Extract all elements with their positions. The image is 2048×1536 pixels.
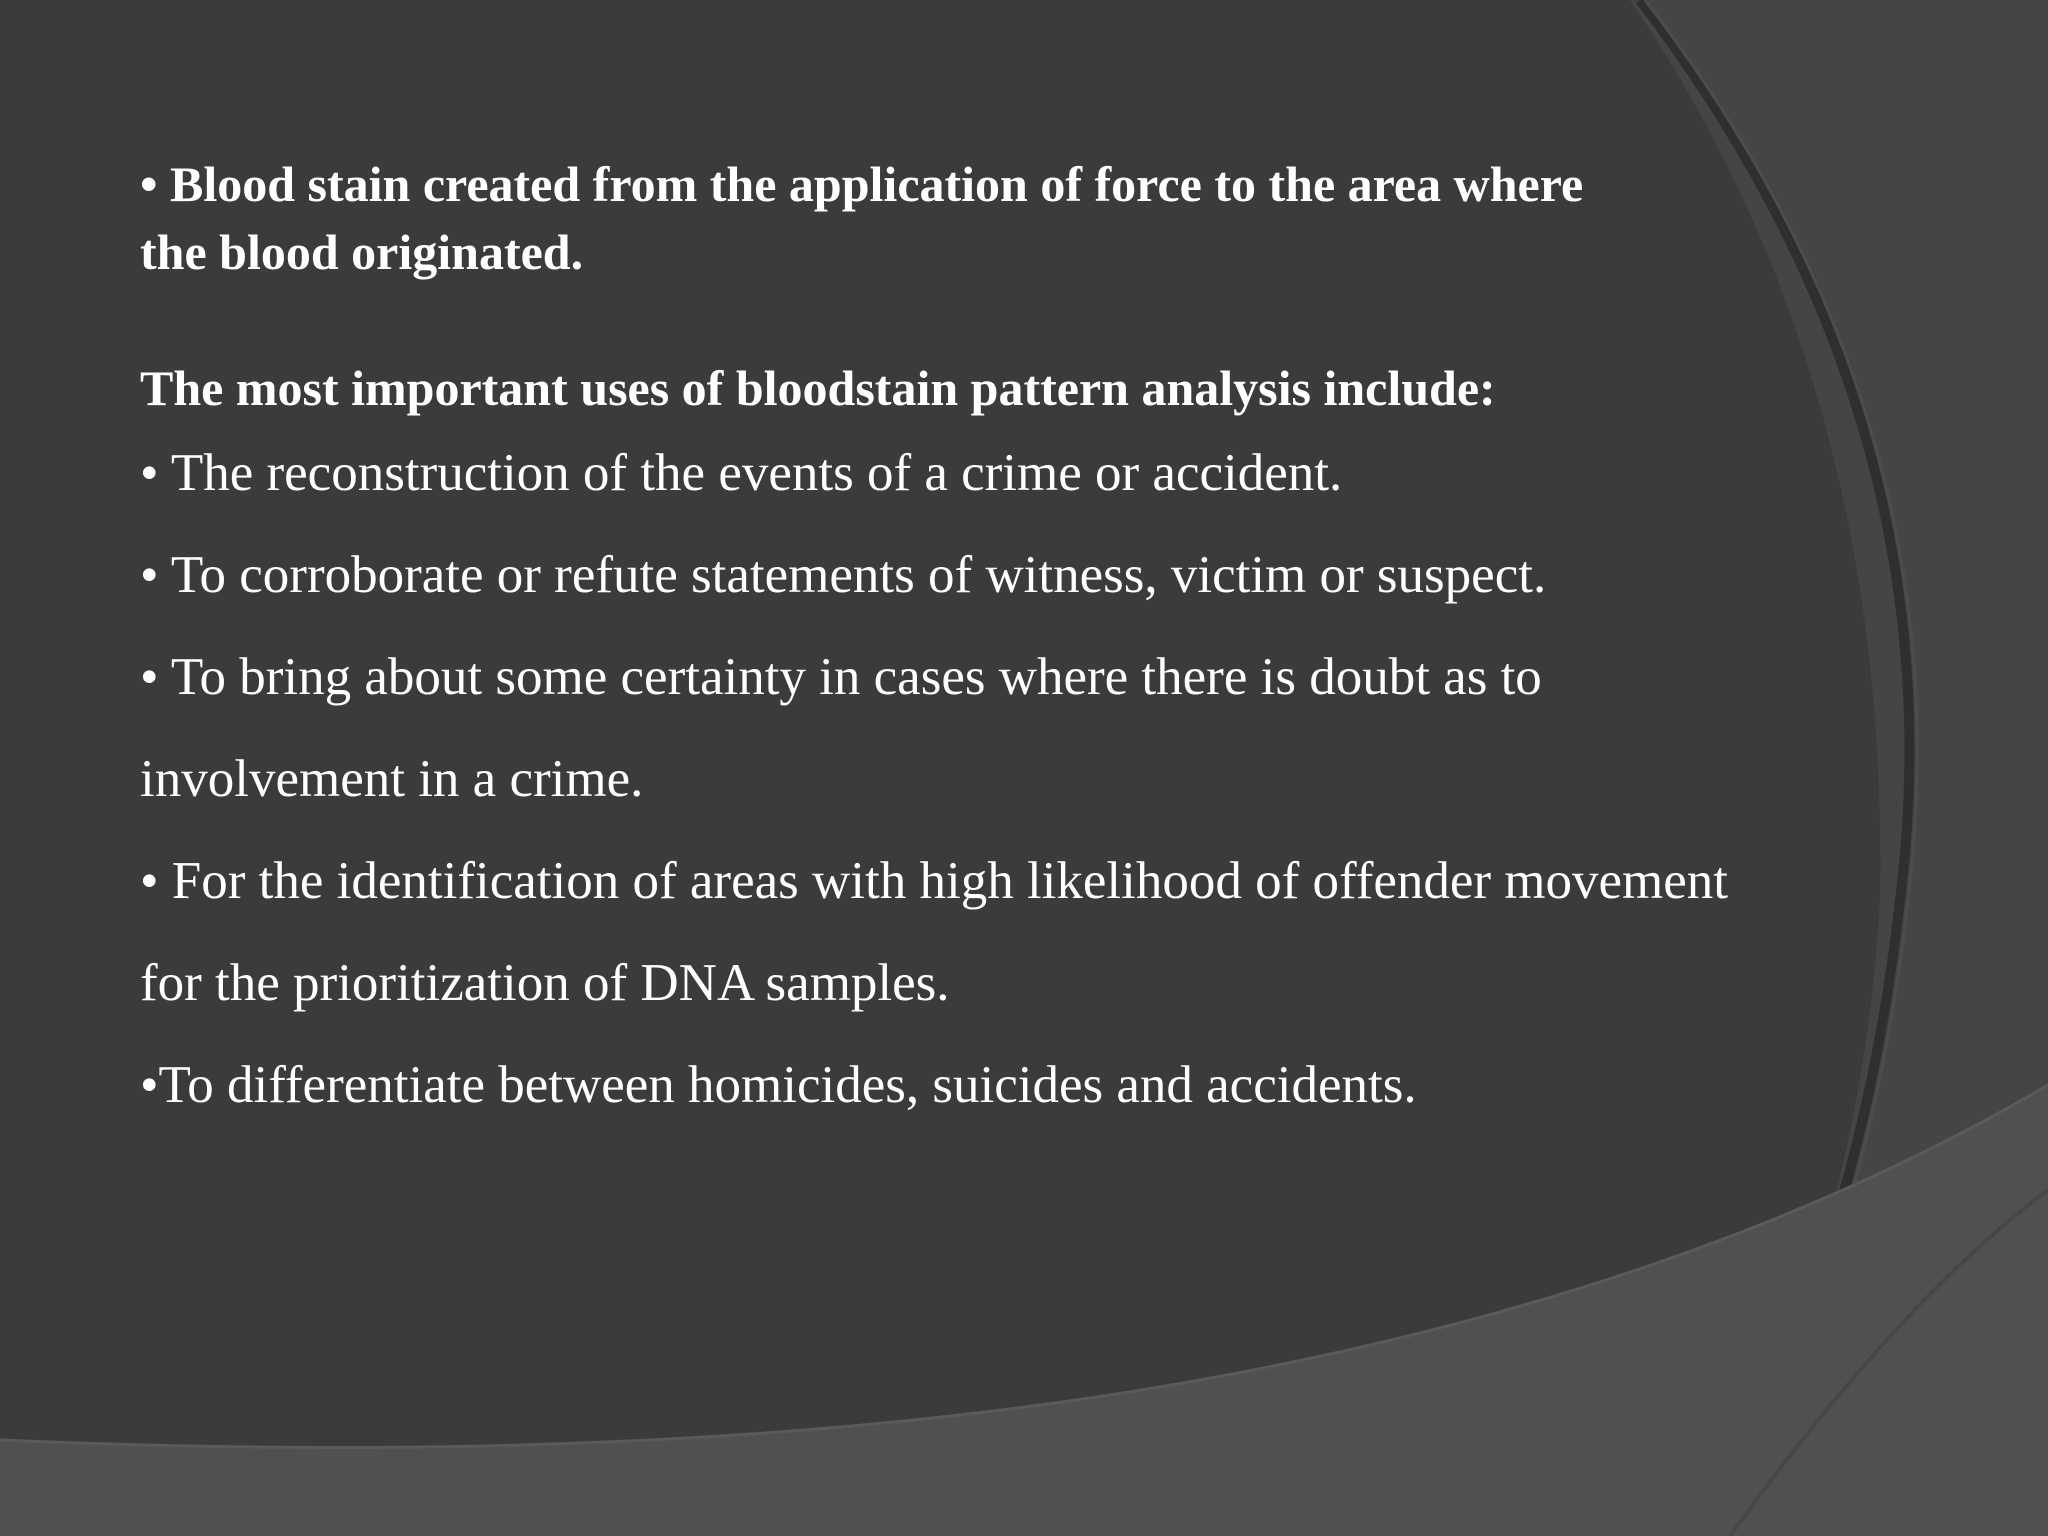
list-item: • For the identification of areas with high likelihood of offender movement (140, 852, 1729, 910)
intro-line-1: • Blood stain created from the application of force to the area where (140, 156, 1584, 212)
list-item: • The reconstruction of the events of a crime or accident. (140, 444, 1343, 502)
list-item: •To differentiate between homicides, suicides and accidents. (140, 1056, 1417, 1114)
list-item-continuation: involvement in a crime. (140, 750, 644, 808)
list-item: • To bring about some certainty in cases where there is doubt as to (140, 648, 1542, 706)
slide-content (140, 150, 1900, 1136)
section-heading: The most important uses of bloodstain pattern analysis include: (140, 360, 1496, 416)
list-item: • To corroborate or refute statements of witness, victim or suspect. (140, 546, 1547, 604)
list-item-continuation: for the prioritization of DNA samples. (140, 954, 950, 1012)
intro-line-2: the blood originated. (140, 224, 584, 280)
